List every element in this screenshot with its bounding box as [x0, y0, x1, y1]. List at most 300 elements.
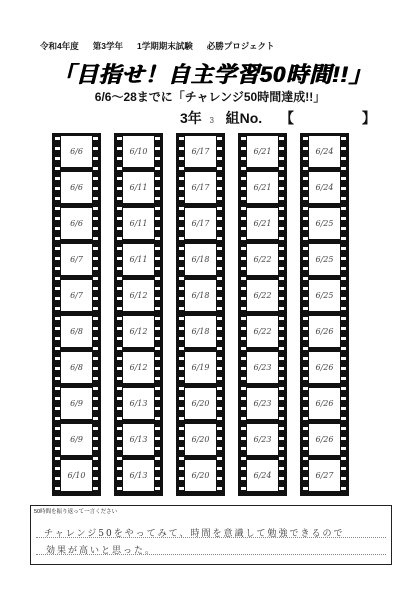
frame-date: 6/20 — [191, 435, 210, 444]
sprocket-hole — [241, 297, 246, 300]
film-strip — [238, 133, 287, 496]
sprocket-hole — [303, 397, 308, 400]
film-frame — [61, 208, 92, 239]
sprocket-hole — [155, 457, 160, 460]
sprocket-hole — [117, 277, 122, 280]
sprocket-hole — [117, 397, 122, 400]
sprocket-hole — [155, 387, 160, 390]
sprocket-hole — [241, 147, 246, 150]
film-frame — [309, 316, 340, 347]
sprocket-hole — [55, 327, 60, 330]
sprocket-hole — [155, 207, 160, 210]
sprocket-hole — [341, 197, 346, 200]
frame-date: 6/17 — [191, 147, 210, 156]
film-frame — [185, 316, 216, 347]
sprocket-hole — [93, 287, 98, 290]
sprocket-hole — [279, 197, 284, 200]
film-frame — [61, 136, 92, 167]
sprocket-hole — [55, 447, 60, 450]
sprocket-hole — [279, 417, 284, 420]
film-frame — [61, 460, 92, 491]
sprocket-hole — [55, 277, 60, 280]
sprocket-hole — [217, 457, 222, 460]
sprocket-hole — [303, 337, 308, 340]
sprocket-hole — [55, 247, 60, 250]
frame-date: 6/10 — [129, 147, 148, 156]
sprocket-hole — [93, 427, 98, 430]
sprocket-hole — [341, 237, 346, 240]
sprocket-hole — [179, 307, 184, 310]
sprocket-hole — [279, 147, 284, 150]
class-number: 3 — [209, 116, 214, 125]
film-frame — [61, 172, 92, 203]
sprocket-hole — [341, 407, 346, 410]
frame-date: 6/26 — [315, 327, 334, 336]
sprocket-hole — [155, 327, 160, 330]
sprocket-hole — [155, 397, 160, 400]
sprocket-hole — [155, 347, 160, 350]
frame-date: 6/19 — [191, 363, 210, 372]
sprocket-hole — [117, 407, 122, 410]
sprocket-hole — [55, 227, 60, 230]
sprocket-hole — [117, 347, 122, 350]
sprocket-hole — [179, 437, 184, 440]
sprocket-hole — [217, 447, 222, 450]
sprocket-hole — [279, 287, 284, 290]
film-frame — [185, 172, 216, 203]
sprocket-hole — [217, 487, 222, 490]
sprocket-hole — [55, 177, 60, 180]
sprocket-hole — [93, 187, 98, 190]
sprocket-hole — [303, 327, 308, 330]
sprocket-hole — [55, 137, 60, 140]
frame-date: 6/12 — [129, 363, 148, 372]
comment-line: チャレンジ50をやってみて、時間を意識して勉強できるので — [44, 529, 345, 539]
frame-date: 6/13 — [129, 435, 148, 444]
film-frame — [309, 208, 340, 239]
sprocket-hole — [179, 197, 184, 200]
sprocket-hole — [117, 297, 122, 300]
sprocket-hole — [55, 197, 60, 200]
sprocket-hole — [279, 187, 284, 190]
sprocket-hole — [93, 397, 98, 400]
frame-date: 6/9 — [70, 399, 83, 408]
sprocket-hole — [341, 477, 346, 480]
frame-date: 6/24 — [253, 471, 272, 480]
sprocket-hole — [55, 467, 60, 470]
sprocket-hole — [241, 387, 246, 390]
sprocket-hole — [241, 157, 246, 160]
sprocket-hole — [279, 357, 284, 360]
sprocket-hole — [55, 267, 60, 270]
frame-date: 6/17 — [191, 219, 210, 228]
sprocket-hole — [217, 177, 222, 180]
sprocket-hole — [55, 207, 60, 210]
sprocket-hole — [217, 187, 222, 190]
frame-date: 6/25 — [315, 219, 334, 228]
sprocket-hole — [241, 247, 246, 250]
sprocket-hole — [303, 417, 308, 420]
sprocket-hole — [241, 137, 246, 140]
sprocket-hole — [55, 257, 60, 260]
sprocket-hole — [217, 367, 222, 370]
sprocket-hole — [117, 317, 122, 320]
sprocket-hole — [341, 337, 346, 340]
frame-date: 6/18 — [191, 291, 210, 300]
frame-date: 6/26 — [315, 435, 334, 444]
sprocket-hole — [179, 477, 184, 480]
sprocket-hole — [303, 457, 308, 460]
sprocket-hole — [93, 347, 98, 350]
sprocket-hole — [93, 437, 98, 440]
sprocket-hole — [341, 327, 346, 330]
sprocket-hole — [279, 257, 284, 260]
film-frame — [61, 352, 92, 383]
sprocket-hole — [155, 237, 160, 240]
frame-date: 6/18 — [191, 327, 210, 336]
sprocket-hole — [303, 207, 308, 210]
sprocket-hole — [155, 407, 160, 410]
sprocket-hole — [155, 257, 160, 260]
sprocket-hole — [117, 337, 122, 340]
sprocket-hole — [303, 277, 308, 280]
film-strip — [52, 133, 101, 496]
frame-date: 6/7 — [70, 291, 83, 300]
sprocket-hole — [341, 457, 346, 460]
sprocket-hole — [303, 137, 308, 140]
film-frame — [123, 352, 154, 383]
sprocket-hole — [279, 397, 284, 400]
sprocket-hole — [303, 377, 308, 380]
sprocket-hole — [179, 297, 184, 300]
sprocket-hole — [117, 457, 122, 460]
sprocket-hole — [93, 317, 98, 320]
sprocket-hole — [179, 387, 184, 390]
comment-label: 50時間を振り返って一言ください — [34, 509, 118, 515]
sprocket-hole — [217, 357, 222, 360]
sprocket-hole — [155, 437, 160, 440]
sprocket-hole — [117, 137, 122, 140]
sprocket-hole — [155, 197, 160, 200]
frame-date: 6/22 — [253, 291, 272, 300]
sprocket-hole — [93, 247, 98, 250]
film-frame — [309, 280, 340, 311]
sprocket-hole — [93, 157, 98, 160]
sprocket-hole — [117, 167, 122, 170]
sprocket-hole — [279, 227, 284, 230]
sprocket-hole — [241, 457, 246, 460]
sprocket-hole — [217, 427, 222, 430]
film-frame — [309, 460, 340, 491]
sprocket-hole — [303, 197, 308, 200]
sprocket-hole — [155, 287, 160, 290]
sprocket-hole — [341, 227, 346, 230]
sprocket-hole — [341, 417, 346, 420]
sprocket-hole — [179, 277, 184, 280]
sprocket-hole — [217, 137, 222, 140]
sprocket-hole — [303, 487, 308, 490]
film-frame — [247, 316, 278, 347]
sprocket-hole — [55, 237, 60, 240]
sprocket-hole — [55, 217, 60, 220]
film-frame — [61, 316, 92, 347]
sprocket-hole — [217, 407, 222, 410]
sprocket-hole — [179, 267, 184, 270]
sprocket-hole — [279, 207, 284, 210]
sprocket-hole — [117, 157, 122, 160]
sprocket-hole — [341, 447, 346, 450]
sprocket-hole — [155, 317, 160, 320]
film-frame — [247, 244, 278, 275]
sprocket-hole — [93, 167, 98, 170]
film-frame — [185, 424, 216, 455]
sprocket-hole — [117, 427, 122, 430]
sprocket-hole — [93, 477, 98, 480]
sprocket-hole — [279, 167, 284, 170]
frame-date: 6/25 — [315, 255, 334, 264]
film-frame — [247, 352, 278, 383]
frame-date: 6/8 — [70, 327, 83, 336]
film-frame — [247, 388, 278, 419]
sprocket-hole — [117, 187, 122, 190]
frame-date: 6/21 — [253, 219, 272, 228]
sprocket-hole — [179, 177, 184, 180]
sprocket-hole — [303, 447, 308, 450]
sprocket-hole — [217, 147, 222, 150]
sprocket-hole — [55, 297, 60, 300]
sprocket-hole — [279, 427, 284, 430]
sprocket-hole — [241, 427, 246, 430]
era-label: 令和4年度 — [40, 41, 79, 51]
sprocket-hole — [303, 287, 308, 290]
film-frame — [123, 244, 154, 275]
film-frame — [309, 352, 340, 383]
sprocket-hole — [179, 377, 184, 380]
film-frame — [123, 460, 154, 491]
sprocket-hole — [117, 267, 122, 270]
sprocket-hole — [179, 417, 184, 420]
sprocket-hole — [217, 167, 222, 170]
frame-date: 6/20 — [191, 471, 210, 480]
sprocket-hole — [303, 147, 308, 150]
sprocket-hole — [55, 487, 60, 490]
sprocket-hole — [303, 437, 308, 440]
frame-date: 6/18 — [191, 255, 210, 264]
sprocket-hole — [341, 357, 346, 360]
sprocket-hole — [179, 227, 184, 230]
sprocket-hole — [155, 377, 160, 380]
sprocket-hole — [341, 347, 346, 350]
frame-date: 6/25 — [315, 291, 334, 300]
sprocket-hole — [341, 157, 346, 160]
film-frame — [61, 424, 92, 455]
sprocket-hole — [179, 397, 184, 400]
film-frame — [309, 172, 340, 203]
sprocket-hole — [341, 247, 346, 250]
sprocket-hole — [155, 227, 160, 230]
sprocket-hole — [117, 387, 122, 390]
sprocket-hole — [179, 457, 184, 460]
film-frame — [61, 244, 92, 275]
sprocket-hole — [303, 187, 308, 190]
film-frame — [123, 316, 154, 347]
sprocket-hole — [155, 147, 160, 150]
sprocket-hole — [279, 217, 284, 220]
sprocket-hole — [117, 357, 122, 360]
exam-label: 1学期期末試験 — [136, 41, 193, 51]
sprocket-hole — [155, 167, 160, 170]
sprocket-hole — [241, 197, 246, 200]
sprocket-hole — [217, 267, 222, 270]
sprocket-hole — [217, 437, 222, 440]
sprocket-hole — [155, 307, 160, 310]
sprocket-hole — [241, 477, 246, 480]
grade-label: 第3学年 — [92, 41, 123, 51]
sprocket-hole — [93, 377, 98, 380]
page-title: 「目指せ！自主学習50時間!!」 — [52, 62, 372, 87]
film-frame — [247, 172, 278, 203]
sprocket-hole — [179, 467, 184, 470]
sprocket-hole — [55, 167, 60, 170]
sprocket-hole — [217, 477, 222, 480]
sprocket-hole — [93, 137, 98, 140]
sprocket-hole — [55, 157, 60, 160]
sprocket-hole — [217, 227, 222, 230]
sprocket-hole — [241, 317, 246, 320]
sprocket-hole — [303, 257, 308, 260]
film-strip — [300, 133, 349, 496]
sprocket-hole — [303, 477, 308, 480]
sprocket-hole — [179, 447, 184, 450]
sprocket-hole — [155, 357, 160, 360]
frame-date: 6/9 — [70, 435, 83, 444]
sprocket-hole — [93, 327, 98, 330]
sprocket-hole — [55, 147, 60, 150]
sprocket-hole — [279, 157, 284, 160]
sprocket-hole — [341, 367, 346, 370]
sprocket-hole — [241, 347, 246, 350]
sprocket-hole — [303, 307, 308, 310]
sprocket-hole — [93, 227, 98, 230]
sprocket-hole — [279, 267, 284, 270]
frame-date: 6/27 — [315, 471, 334, 480]
sprocket-hole — [93, 467, 98, 470]
sprocket-hole — [341, 187, 346, 190]
sprocket-hole — [117, 377, 122, 380]
sprocket-hole — [341, 487, 346, 490]
sprocket-hole — [279, 437, 284, 440]
sprocket-hole — [241, 327, 246, 330]
sprocket-hole — [303, 317, 308, 320]
sprocket-hole — [179, 487, 184, 490]
film-strip — [114, 133, 163, 496]
sprocket-hole — [179, 347, 184, 350]
sprocket-hole — [93, 207, 98, 210]
film-frame — [123, 172, 154, 203]
sprocket-hole — [93, 257, 98, 260]
sprocket-hole — [241, 367, 246, 370]
film-frame — [185, 208, 216, 239]
sprocket-hole — [303, 467, 308, 470]
sprocket-hole — [55, 287, 60, 290]
sprocket-hole — [341, 277, 346, 280]
sprocket-hole — [179, 167, 184, 170]
sprocket-hole — [179, 247, 184, 250]
sprocket-hole — [279, 237, 284, 240]
sprocket-hole — [241, 447, 246, 450]
sprocket-hole — [303, 387, 308, 390]
film-frame — [185, 244, 216, 275]
sprocket-hole — [217, 277, 222, 280]
sprocket-hole — [179, 137, 184, 140]
film-frame — [247, 280, 278, 311]
sprocket-hole — [217, 307, 222, 310]
sprocket-hole — [117, 327, 122, 330]
sprocket-hole — [241, 357, 246, 360]
sprocket-hole — [241, 437, 246, 440]
sprocket-hole — [55, 367, 60, 370]
sprocket-hole — [341, 167, 346, 170]
sprocket-hole — [241, 167, 246, 170]
class-line — [180, 108, 390, 126]
sprocket-hole — [55, 387, 60, 390]
frame-date: 6/21 — [253, 147, 272, 156]
sprocket-hole — [117, 257, 122, 260]
sprocket-hole — [279, 307, 284, 310]
sprocket-hole — [303, 237, 308, 240]
sprocket-hole — [241, 407, 246, 410]
sprocket-hole — [179, 237, 184, 240]
sprocket-hole — [217, 197, 222, 200]
sprocket-hole — [55, 347, 60, 350]
sprocket-hole — [179, 147, 184, 150]
sprocket-hole — [155, 267, 160, 270]
sprocket-hole — [279, 137, 284, 140]
film-frame — [185, 460, 216, 491]
sprocket-hole — [303, 157, 308, 160]
sprocket-hole — [241, 237, 246, 240]
sprocket-hole — [217, 377, 222, 380]
sprocket-hole — [241, 177, 246, 180]
sprocket-hole — [303, 297, 308, 300]
sprocket-hole — [341, 377, 346, 380]
sprocket-hole — [279, 297, 284, 300]
sprocket-hole — [241, 417, 246, 420]
sprocket-hole — [341, 317, 346, 320]
film-frame — [247, 136, 278, 167]
sprocket-hole — [241, 267, 246, 270]
frame-date: 6/17 — [191, 183, 210, 192]
sprocket-hole — [341, 217, 346, 220]
sprocket-hole — [279, 447, 284, 450]
sprocket-hole — [179, 327, 184, 330]
sprocket-hole — [179, 217, 184, 220]
frame-date: 6/12 — [129, 291, 148, 300]
grade-name: 3年 — [180, 110, 202, 126]
frame-date: 6/11 — [129, 219, 148, 228]
frame-date: 6/24 — [315, 147, 334, 156]
sprocket-hole — [55, 427, 60, 430]
sprocket-hole — [117, 367, 122, 370]
sprocket-hole — [241, 187, 246, 190]
sprocket-hole — [303, 247, 308, 250]
sprocket-hole — [279, 407, 284, 410]
sprocket-hole — [155, 247, 160, 250]
sprocket-hole — [341, 467, 346, 470]
sprocket-hole — [93, 237, 98, 240]
sprocket-hole — [55, 187, 60, 190]
sprocket-hole — [217, 257, 222, 260]
